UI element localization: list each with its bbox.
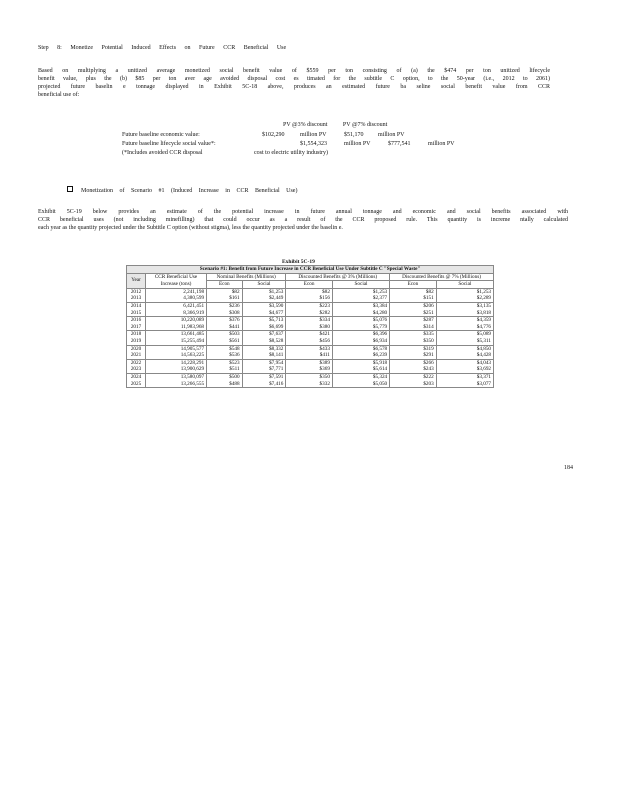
value-cell: $8,528 xyxy=(242,338,286,345)
pv-row-label: Future baseline lifecycle social value*: xyxy=(122,141,216,147)
year-cell: 2025 xyxy=(127,381,146,388)
value-cell: 13,580,097 xyxy=(146,373,207,380)
value-cell: $161 xyxy=(207,295,243,302)
col-year: Year xyxy=(127,273,146,288)
value-cell: $561 xyxy=(207,338,243,345)
table-row xyxy=(127,302,494,309)
paragraph-line: CCR beneficial uses (not including minefilling) that could occur as a result of the CCR proposed rule. This quantity is increme ntally calculated xyxy=(38,217,568,223)
value-cell: $5,311 xyxy=(436,338,493,345)
value-cell: $536 xyxy=(207,352,243,359)
pv-value-7pct: $51,170 xyxy=(344,132,364,138)
table-row xyxy=(127,366,494,373)
value-cell: 8,366,919 xyxy=(146,310,207,317)
table-row xyxy=(127,324,494,331)
table-row xyxy=(127,338,494,345)
pv-unit-3pct: million PV xyxy=(344,141,371,147)
table-row xyxy=(127,310,494,317)
value-cell: $488 xyxy=(207,381,243,388)
exhibit-title: Exhibit 5C-19 xyxy=(282,259,315,265)
value-cell: $5,614 xyxy=(332,366,389,373)
value-cell: $314 xyxy=(390,324,437,331)
value-cell: $5,076 xyxy=(332,317,389,324)
value-cell: 13,661,485 xyxy=(146,331,207,338)
exhibit-body xyxy=(127,288,494,387)
value-cell: $4,776 xyxy=(436,324,493,331)
intro-paragraph xyxy=(38,67,550,99)
page-number: 184 xyxy=(564,465,573,471)
value-cell: $7,637 xyxy=(242,331,286,338)
value-cell: $334 xyxy=(286,317,333,324)
value-cell: $243 xyxy=(390,366,437,373)
pv-value-3pct: $102,290 xyxy=(262,132,285,138)
paragraph-line: each year as the quantity projected under the Subtitle C option (without stigma), less the quantity projected under the baselin e. xyxy=(38,225,343,231)
pv-value-7pct: $777,541 xyxy=(388,141,411,147)
value-cell: $369 xyxy=(286,366,333,373)
value-cell: $82 xyxy=(207,288,243,295)
table-row xyxy=(127,295,494,302)
year-cell: 2017 xyxy=(127,324,146,331)
value-cell: $5,713 xyxy=(242,317,286,324)
value-cell: $6,239 xyxy=(332,352,389,359)
value-cell: $3,590 xyxy=(242,302,286,309)
paragraph-line: beneficial use of: xyxy=(38,92,80,98)
value-cell: $2,377 xyxy=(332,295,389,302)
col-nominal: Nominal Benefits (Millions) xyxy=(207,273,286,281)
year-cell: 2024 xyxy=(127,373,146,380)
value-cell: $5,050 xyxy=(332,381,389,388)
value-cell: $6,396 xyxy=(332,331,389,338)
value-cell: $433 xyxy=(286,345,333,352)
value-cell: 13,266,555 xyxy=(146,381,207,388)
value-cell: $82 xyxy=(390,288,437,295)
value-cell: $308 xyxy=(207,310,243,317)
value-cell: $287 xyxy=(390,317,437,324)
value-cell: 11,983,968 xyxy=(146,324,207,331)
year-cell: 2013 xyxy=(127,295,146,302)
value-cell: $380 xyxy=(286,324,333,331)
value-cell: $350 xyxy=(390,338,437,345)
value-cell: 14,563,225 xyxy=(146,352,207,359)
value-cell: $266 xyxy=(390,359,437,366)
table-row xyxy=(127,345,494,352)
col-social: Social xyxy=(332,281,389,289)
pv-row-label: Future baseline economic value: xyxy=(122,132,200,138)
value-cell: 2,241,198 xyxy=(146,288,207,295)
value-cell: $1,253 xyxy=(332,288,389,295)
monetization-heading: Monetization of Scenario #1 (Induced Increase in CCR Beneficial Use) xyxy=(67,186,297,194)
pv-unit-3pct: million PV xyxy=(300,132,327,138)
value-cell: 6,421,451 xyxy=(146,302,207,309)
pv-unit-7pct: million PV xyxy=(378,132,405,138)
col-econ: Econ xyxy=(390,281,437,289)
table-row xyxy=(127,359,494,366)
pv-header-7pct: PV @7% discount xyxy=(342,122,388,128)
paragraph-line: Exhibit 5C-19 below provides an estimate of the potential increase in future annual tonnage and economic and social benefits associated with xyxy=(38,209,568,215)
value-cell: $421 xyxy=(286,331,333,338)
pv-value-3pct: $1,554,323 xyxy=(300,141,327,147)
value-cell: $4,359 xyxy=(436,317,493,324)
value-cell: $4,850 xyxy=(436,345,493,352)
value-cell: $500 xyxy=(207,373,243,380)
value-cell: $5,324 xyxy=(332,373,389,380)
value-cell: 14,905,577 xyxy=(146,345,207,352)
value-cell: $3,818 xyxy=(436,310,493,317)
value-cell: $7,954 xyxy=(242,359,286,366)
year-cell: 2022 xyxy=(127,359,146,366)
value-cell: $389 xyxy=(286,359,333,366)
table-row xyxy=(127,373,494,380)
paragraph-line: Based on multiplying a unitized average monetized social benefit value of $559 per ton consisting of (a) the $474 per ton unitized lifecycle xyxy=(38,68,550,74)
col-econ: Econ xyxy=(207,281,243,289)
value-cell: $2,449 xyxy=(242,295,286,302)
value-cell: $319 xyxy=(390,345,437,352)
value-cell: $511 xyxy=(207,366,243,373)
value-cell: $7,416 xyxy=(242,381,286,388)
value-cell: $222 xyxy=(390,373,437,380)
value-cell: $5,779 xyxy=(332,324,389,331)
value-cell: $291 xyxy=(390,352,437,359)
table-row xyxy=(127,288,494,295)
checkbox-bullet-icon xyxy=(67,186,73,192)
exhibit-table xyxy=(126,265,494,388)
value-cell: $3,135 xyxy=(436,302,493,309)
value-cell: $335 xyxy=(390,331,437,338)
value-cell: $4,280 xyxy=(332,310,389,317)
pv-unit-7pct: million PV xyxy=(428,141,455,147)
value-cell: $548 xyxy=(207,345,243,352)
exhibit-heading: Scenario #1: Benefit from Future Increase in CCR Beneficial Use Under Subtitle C "Special Waste" xyxy=(127,266,494,274)
paragraph-line: projected future baselin e tonnage displayed in Exhibit 5C-18 above, produces an estimated future ba seline social benefit value from CCR xyxy=(38,84,550,90)
year-cell: 2015 xyxy=(127,310,146,317)
value-cell: 15,255,494 xyxy=(146,338,207,345)
pv-footnote-b: cost to electric utility industry) xyxy=(254,150,328,156)
value-cell: $203 xyxy=(390,381,437,388)
value-cell: $223 xyxy=(286,302,333,309)
value-cell: $332 xyxy=(286,381,333,388)
exhibit-paragraph xyxy=(38,208,568,232)
value-cell: $441 xyxy=(207,324,243,331)
table-row xyxy=(127,352,494,359)
value-cell: 14,228,291 xyxy=(146,359,207,366)
value-cell: $1,253 xyxy=(436,288,493,295)
value-cell: $8,332 xyxy=(242,345,286,352)
value-cell: 10,220,089 xyxy=(146,317,207,324)
value-cell: $5,918 xyxy=(332,359,389,366)
year-cell: 2021 xyxy=(127,352,146,359)
value-cell: $411 xyxy=(286,352,333,359)
col-increase: CCR Beneficial Use Increase (tons) xyxy=(146,273,207,288)
value-cell: $7,591 xyxy=(242,373,286,380)
value-cell: $156 xyxy=(286,295,333,302)
value-cell: $236 xyxy=(207,302,243,309)
value-cell: $1,253 xyxy=(242,288,286,295)
value-cell: $206 xyxy=(390,302,437,309)
value-cell: $6,699 xyxy=(242,324,286,331)
year-cell: 2014 xyxy=(127,302,146,309)
table-row xyxy=(127,317,494,324)
year-cell: 2023 xyxy=(127,366,146,373)
value-cell: $376 xyxy=(207,317,243,324)
value-cell: $3,384 xyxy=(332,302,389,309)
value-cell: $350 xyxy=(286,373,333,380)
value-cell: $151 xyxy=(390,295,437,302)
value-cell: $456 xyxy=(286,338,333,345)
step-heading: Step 8: Monetize Potential Induced Effects on Future CCR Beneficial Use xyxy=(38,45,287,51)
value-cell: $503 xyxy=(207,331,243,338)
value-cell: $282 xyxy=(286,310,333,317)
pv-footnote-a: (*Includes avoided CCR disposal xyxy=(122,150,203,156)
table-row xyxy=(127,331,494,338)
value-cell: $523 xyxy=(207,359,243,366)
value-cell: $8,141 xyxy=(242,352,286,359)
year-cell: 2019 xyxy=(127,338,146,345)
value-cell: $4,677 xyxy=(242,310,286,317)
value-cell: $251 xyxy=(390,310,437,317)
col-social: Social xyxy=(436,281,493,289)
year-cell: 2012 xyxy=(127,288,146,295)
col-disc7: Discounted Benefits @ 7% (Millions) xyxy=(390,273,494,281)
value-cell: $5,089 xyxy=(436,331,493,338)
value-cell: $2,289 xyxy=(436,295,493,302)
value-cell: $82 xyxy=(286,288,333,295)
table-row xyxy=(127,381,494,388)
year-cell: 2020 xyxy=(127,345,146,352)
value-cell: 13,900,629 xyxy=(146,366,207,373)
year-cell: 2016 xyxy=(127,317,146,324)
value-cell: 4,380,599 xyxy=(146,295,207,302)
col-econ: Econ xyxy=(286,281,333,289)
pv-header xyxy=(283,122,401,128)
col-disc3: Discounted Benefits @ 3% (Millions) xyxy=(286,273,390,281)
value-cell: $6,934 xyxy=(332,338,389,345)
year-cell: 2018 xyxy=(127,331,146,338)
value-cell: $6,578 xyxy=(332,345,389,352)
value-cell: $4,428 xyxy=(436,352,493,359)
value-cell: $3,371 xyxy=(436,373,493,380)
pv-header-3pct: PV @3% discount xyxy=(283,122,328,128)
value-cell: $3,077 xyxy=(436,381,493,388)
value-cell: $4,043 xyxy=(436,359,493,366)
value-cell: $7,771 xyxy=(242,366,286,373)
col-social: Social xyxy=(242,281,286,289)
paragraph-line: benefit value, plus the (b) $85 per ton aver age avoided disposal cost es timated for the subtitle C option, to the 50-year (i.e., 2012 to 2061) xyxy=(38,76,550,82)
value-cell: $3,692 xyxy=(436,366,493,373)
